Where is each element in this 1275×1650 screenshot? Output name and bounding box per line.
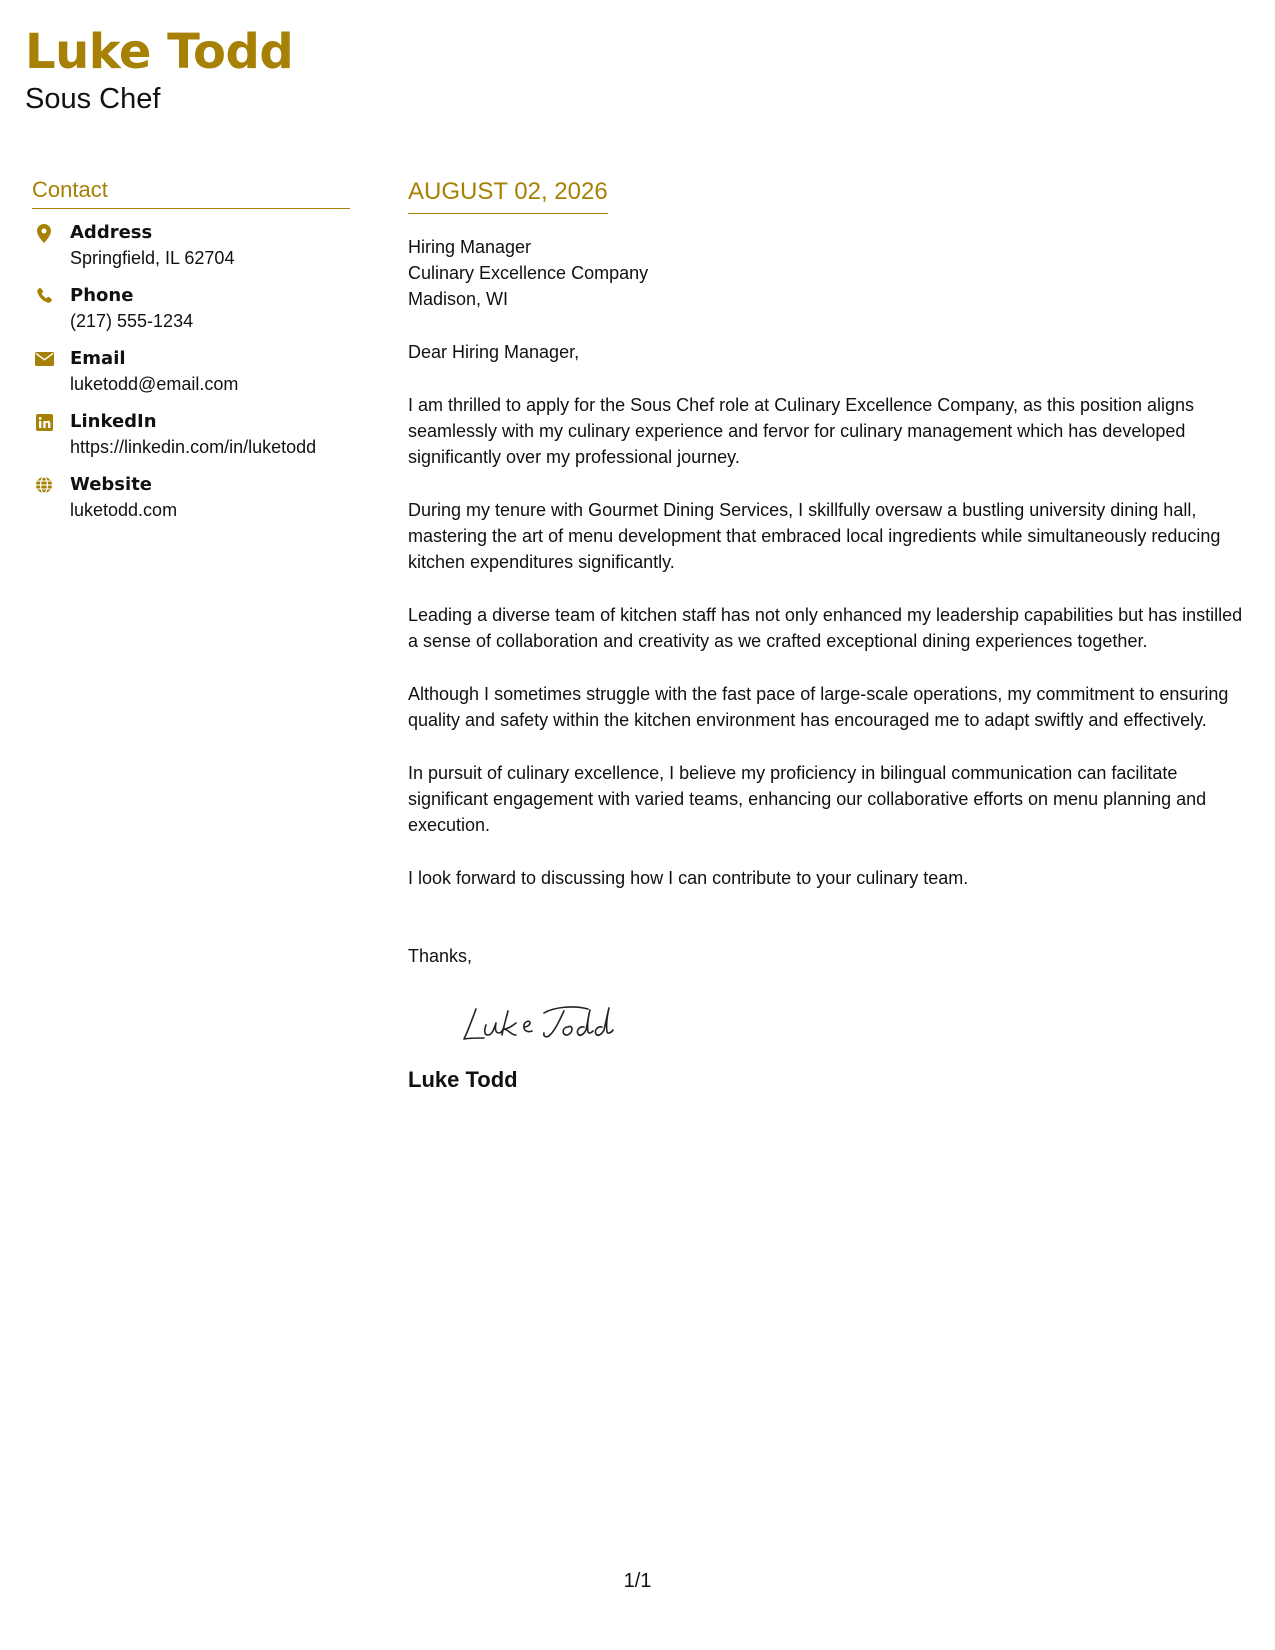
- globe-icon: [34, 475, 54, 495]
- contact-value-email: luketodd@email.com: [70, 374, 239, 394]
- handwritten-signature: [456, 999, 626, 1047]
- linkedin-icon: [34, 412, 54, 432]
- contact-label-email: Email: [70, 348, 126, 369]
- phone-icon: [34, 286, 54, 306]
- letter-date: AUGUST 02, 2026: [408, 176, 608, 214]
- contact-heading: Contact: [32, 176, 350, 209]
- contact-item-website: [32, 473, 350, 533]
- contact-item-email: [32, 347, 350, 407]
- envelope-icon: [34, 349, 54, 369]
- letter-body: [408, 392, 1248, 891]
- recipient-name: Hiring Manager: [408, 237, 532, 257]
- recipient-block: [408, 234, 1248, 312]
- body-paragraph: Although I sometimes struggle with the fast pace of large-scale operations, my commitment to ensuring quality and safety within the kitchen environment has encouraged me to adapt swiftly and effectively.: [408, 684, 1229, 730]
- body-paragraph: I am thrilled to apply for the Sous Chef role at Culinary Excellence Company, as this position aligns seamlessly with my culinary experience and fervor for culinary management which has developed significantly over my professional journey.: [408, 395, 1195, 467]
- contact-item-linkedin: [32, 410, 350, 470]
- body-paragraph: I look forward to discussing how I can contribute to your culinary team.: [408, 868, 969, 888]
- cover-letter: [408, 176, 1248, 1095]
- contact-value-website: luketodd.com: [70, 500, 178, 520]
- body-paragraph: In pursuit of culinary excellence, I believe my proficiency in bilingual communication can facilitate significant engagement with varied teams, enhancing our collaborative efforts on menu planning and execution.: [408, 763, 1207, 835]
- recipient-location: Madison, WI: [408, 289, 509, 309]
- body-paragraph: During my tenure with Gourmet Dining Services, I skillfully oversaw a bustling university dining hall, mastering the art of menu development that embraced local ingredients while simultaneously reducing kitchen expenditures significantly.: [408, 500, 1221, 572]
- contact-label-phone: Phone: [70, 285, 134, 306]
- applicant-job-title: Sous Chef: [25, 83, 161, 115]
- contact-item-address: [32, 221, 350, 281]
- page-number: 1/1: [623, 1570, 652, 1592]
- salutation: Dear Hiring Manager,: [408, 342, 580, 362]
- applicant-name: Luke Todd: [25, 24, 294, 80]
- contact-item-phone: [32, 284, 350, 344]
- signer-name: Luke Todd: [408, 1067, 518, 1092]
- contact-value-linkedin: https://linkedin.com/in/luketodd: [70, 437, 317, 457]
- recipient-company: Culinary Excellence Company: [408, 263, 649, 283]
- contact-value-address: Springfield, IL 62704: [70, 248, 235, 268]
- contact-value-phone: (217) 555-1234: [70, 311, 194, 331]
- contact-list: [32, 221, 350, 533]
- map-pin-icon: [34, 223, 54, 243]
- contact-sidebar: [32, 176, 350, 536]
- body-paragraph: Leading a diverse team of kitchen staff has not only enhanced my leadership capabilities but has instilled a sense of collaboration and creativity as we crafted exceptional dining experiences together.: [408, 605, 1243, 651]
- closing: Thanks,: [408, 946, 473, 966]
- contact-label-website: Website: [70, 474, 153, 495]
- contact-label-linkedin: LinkedIn: [70, 411, 157, 432]
- contact-label-address: Address: [70, 222, 153, 243]
